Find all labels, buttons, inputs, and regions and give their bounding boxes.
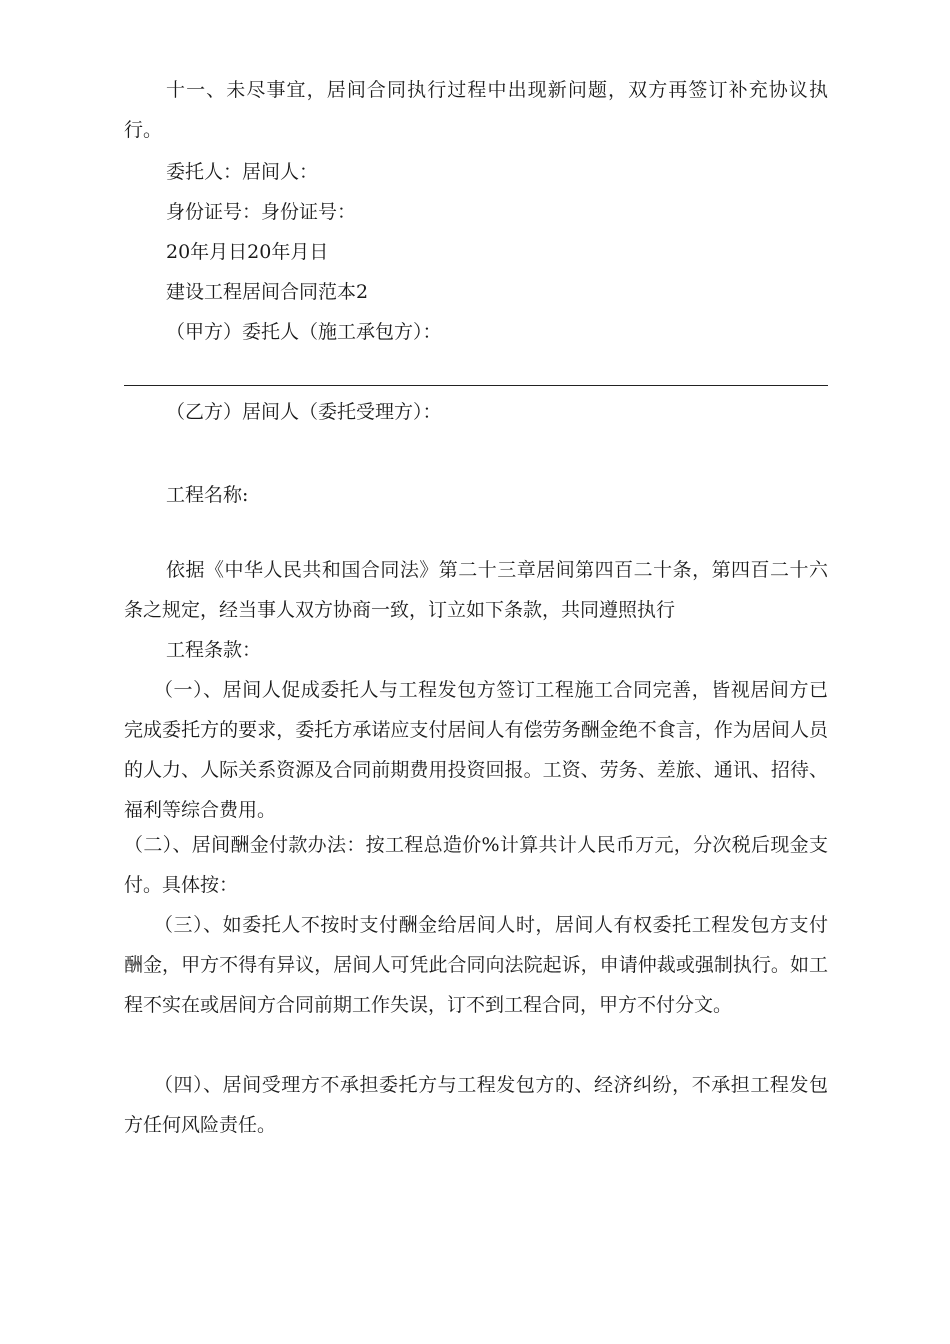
id-numbers: 身份证号：身份证号： xyxy=(166,201,357,223)
signature-parties: 委托人：居间人： xyxy=(166,161,319,183)
term-one: （一）、居间人促成委托人与工程发包方签订工程施工合同完善，皆视居间方已完成委托方的要求，委托方承诺应支付居间人有偿劳务酬金绝不食言，作为居间人员的人力、人际关系资源及合同前期费用投资回报。工资、劳务、差旅、通讯、招待、福利等综合费用。 xyxy=(124,679,828,821)
legal-basis-paragraph: 依据《中华人民共和国合同法》第二十三章居间第四百二十条，第四百二十六条之规定，经当事人双方协商一致，订立如下条款，共同遵照执行 xyxy=(124,559,828,621)
term-three: （三）、如委托人不按时支付酬金给居间人时，居间人有权委托工程发包方支付酬金，甲方不得有异议，居间人可凭此合同向法院起诉，申请仲裁或强制执行。如工程不实在或居间方合同前期工作失误，订不到工程合同，甲方不付分文。 xyxy=(124,914,828,1016)
term-two: （二）、居间酬金付款办法：按工程总造价%计算共计人民币万元，分次税后现金支付。具体按： xyxy=(124,834,828,896)
project-name-line: 工程名称: xyxy=(166,484,249,506)
party-a-line: （甲方）委托人（施工承包方）： xyxy=(166,321,442,343)
fill-in-underline xyxy=(124,385,828,386)
party-b-line: （乙方）居间人（委托受理方）： xyxy=(166,401,442,423)
project-terms-heading: 工程条款： xyxy=(166,639,262,661)
term-four: （四）、居间受理方不承担委托方与工程发包方的、经济纠纷，不承担工程发包方任何风险责任。 xyxy=(124,1074,828,1136)
clause-eleven: 十一、未尽事宜，居间合同执行过程中出现新问题，双方再签订补充协议执行。 xyxy=(124,79,828,141)
template-title: 建设工程居间合同范本2 xyxy=(166,281,369,303)
signature-dates: 20年月日20年月日 xyxy=(166,241,329,263)
